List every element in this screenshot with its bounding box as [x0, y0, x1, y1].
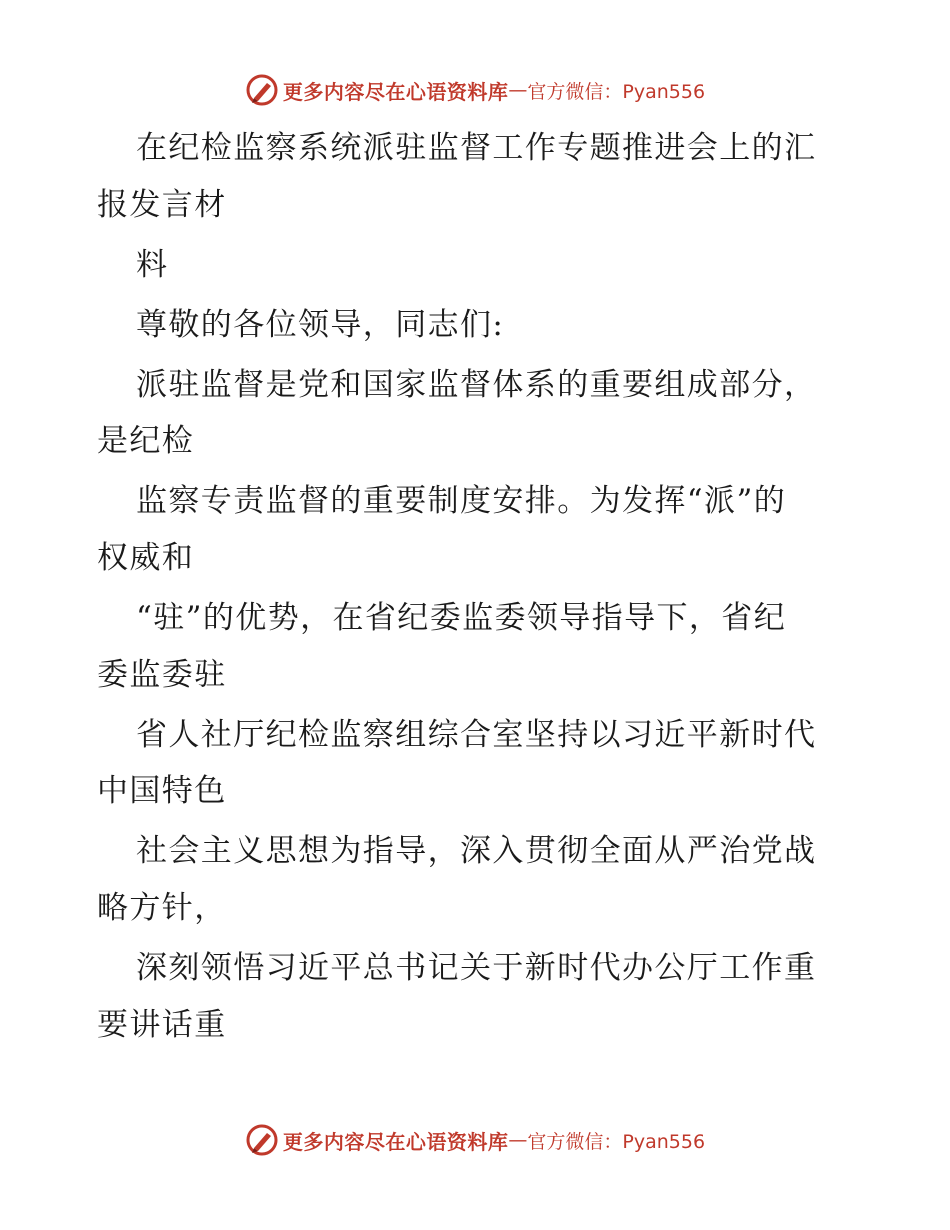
doc-title-line: 报发言材: [97, 187, 227, 223]
doc-paragraph-line: 权威和: [97, 540, 195, 576]
doc-paragraph-line: 委监委驻: [97, 657, 227, 693]
banner-dash: —: [508, 79, 528, 101]
pen-logo-icon: [245, 73, 279, 107]
doc-paragraph-line: 派驻监督是党和国家监督体系的重要组成部分，: [136, 367, 817, 403]
doc-title-line: 在纪检监察系统派驻监督工作专题推进会上的汇: [136, 130, 817, 166]
footer-banner: [0, 1120, 950, 1160]
banner-dash: —: [508, 1129, 528, 1151]
banner-main-text: 更多内容尽在心语资料库: [282, 1129, 509, 1154]
doc-paragraph-line: 监察专责监督的重要制度安排。为发挥“派”的: [136, 483, 787, 519]
doc-paragraph-line: 是纪检: [97, 423, 195, 459]
banner-wechat-text: 官方微信：Pyan556: [527, 80, 706, 103]
doc-paragraph-line: “驻”的优势，在省纪委监委领导指导下，省纪: [136, 600, 787, 636]
banner-wechat-text: 官方微信：Pyan556: [527, 1130, 706, 1153]
header-banner: [0, 70, 950, 110]
doc-paragraph-line: 中国特色: [97, 773, 227, 809]
banner-main-text: 更多内容尽在心语资料库: [282, 79, 509, 104]
pen-logo-icon: [245, 1123, 279, 1157]
doc-title-line: 料: [136, 247, 169, 283]
doc-paragraph-line: 社会主义思想为指导，深入贯彻全面从严治党战: [136, 833, 817, 869]
doc-paragraph-line: 要讲话重: [97, 1007, 227, 1043]
doc-salutation: 尊敬的各位领导，同志们:: [136, 307, 505, 343]
doc-paragraph-line: 深刻领悟习近平总书记关于新时代办公厅工作重: [136, 950, 817, 986]
doc-paragraph-line: 略方针，: [97, 890, 227, 926]
doc-paragraph-line: 省人社厅纪检监察组综合室坚持以习近平新时代: [136, 717, 817, 753]
